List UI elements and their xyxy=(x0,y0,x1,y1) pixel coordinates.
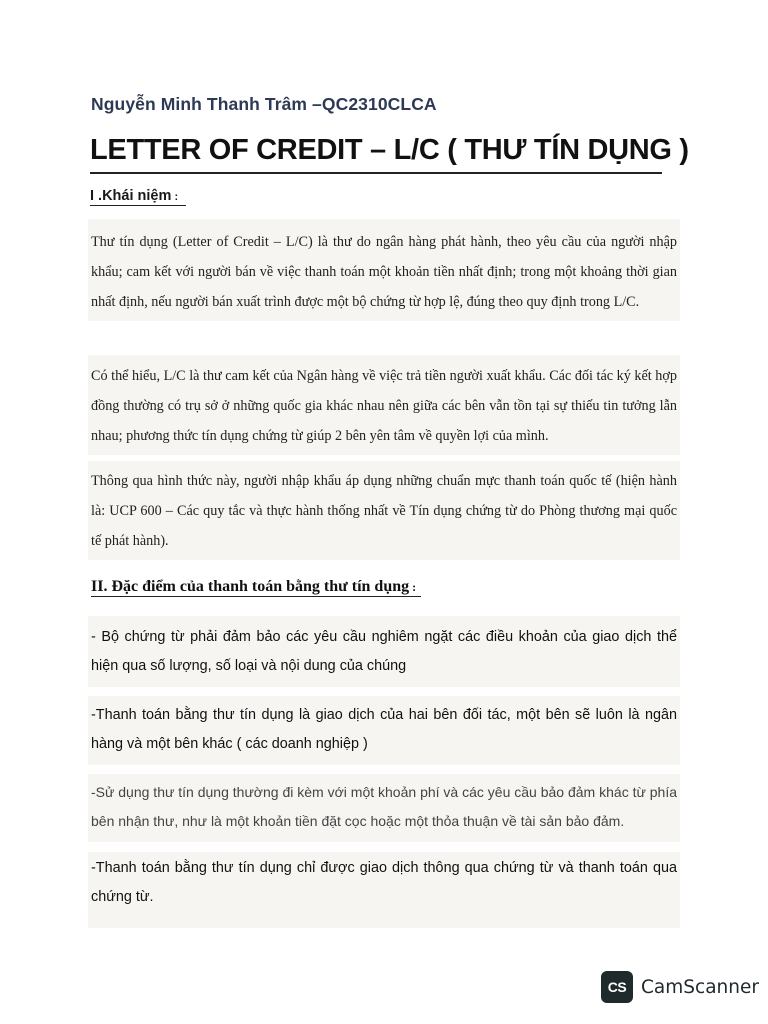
paragraph-definition: Thư tín dụng (Letter of Credit – L/C) là thư do ngân hàng phát hành, theo yêu cầu của người nhập khẩu; cam kết với người bán về việc thanh toán một khoản tiền nhất định; trong một khoảng thời gian nhất định, nếu người bán xuất trình được một bộ chứng từ hợp lệ, đúng theo quy định trong L/C. xyxy=(91,234,677,310)
section-2-heading-text: II. Đặc điểm của thanh toán bằng thư tín dụng xyxy=(91,578,410,595)
paragraph-ucp600: Thông qua hình thức này, người nhập khẩu áp dụng những chuẩn mực thanh toán quốc tế (hiện hành là: UCP 600 – Các quy tắc và thực hành thống nhất về Tín dụng chứng từ do Phòng thương mại quốc tế phát hành). xyxy=(91,473,677,549)
section-1-heading-text: I .Khái niệm xyxy=(90,188,172,204)
title-underline xyxy=(90,172,662,174)
paragraph-block xyxy=(88,219,680,321)
list-item: -Thanh toán bằng thư tín dụng là giao dịch của hai bên đối tác, một bên sẽ luôn là ngân hàng và một bên khác ( các doanh nghiệp ) xyxy=(91,707,677,752)
section-1-heading xyxy=(90,188,178,204)
list-item: - Bộ chứng từ phải đảm bảo các yêu cầu nghiêm ngặt các điều khoản của giao dịch thể hiện qua số lượng, số loại và nội dung của chúng xyxy=(91,629,677,674)
list-item-block xyxy=(88,852,680,928)
paragraph-block xyxy=(88,461,680,560)
camscanner-wordmark: CamScanner xyxy=(641,976,759,998)
list-item: -Sử dụng thư tín dụng thường đi kèm với một khoản phí và các yêu cầu bảo đảm khác từ phía bên nhận thư, như là một khoản tiền đặt cọc hoặc một thỏa thuận về tài sản bảo đảm. xyxy=(91,784,677,829)
camscanner-logo-icon: CS xyxy=(601,971,633,1003)
paragraph-explanation: Có thể hiểu, L/C là thư cam kết của Ngân hàng về việc trả tiền người xuất khẩu. Các đối tác ký kết hợp đồng thường có trụ sở ở những quốc gia khác nhau nên giữa các bên vẫn tồn tại sự thiếu tin tưởng lẫn nhau; phương thức tín dụng chứng từ giúp 2 bên yên tâm về quyền lợi của mình. xyxy=(91,368,677,444)
section-2-heading xyxy=(91,578,416,596)
list-item-block xyxy=(88,696,680,765)
section-2-heading-underline xyxy=(91,596,421,597)
list-item: -Thanh toán bằng thư tín dụng chỉ được giao dịch thông qua chứng từ và thanh toán qua chứng từ. xyxy=(91,860,677,905)
camscanner-watermark xyxy=(601,971,759,1003)
section-2-heading-colon: : xyxy=(409,580,417,594)
list-item-block xyxy=(88,774,680,842)
paragraph-block xyxy=(88,355,680,455)
author-line: Nguyễn Minh Thanh Trâm –QC2310CLCA xyxy=(91,94,437,114)
document-title: LETTER OF CREDIT – L/C ( THƯ TÍN DỤNG ) xyxy=(90,134,689,166)
list-item-block xyxy=(88,616,680,687)
section-1-heading-underline xyxy=(90,205,186,206)
section-1-heading-colon: : xyxy=(171,191,179,203)
